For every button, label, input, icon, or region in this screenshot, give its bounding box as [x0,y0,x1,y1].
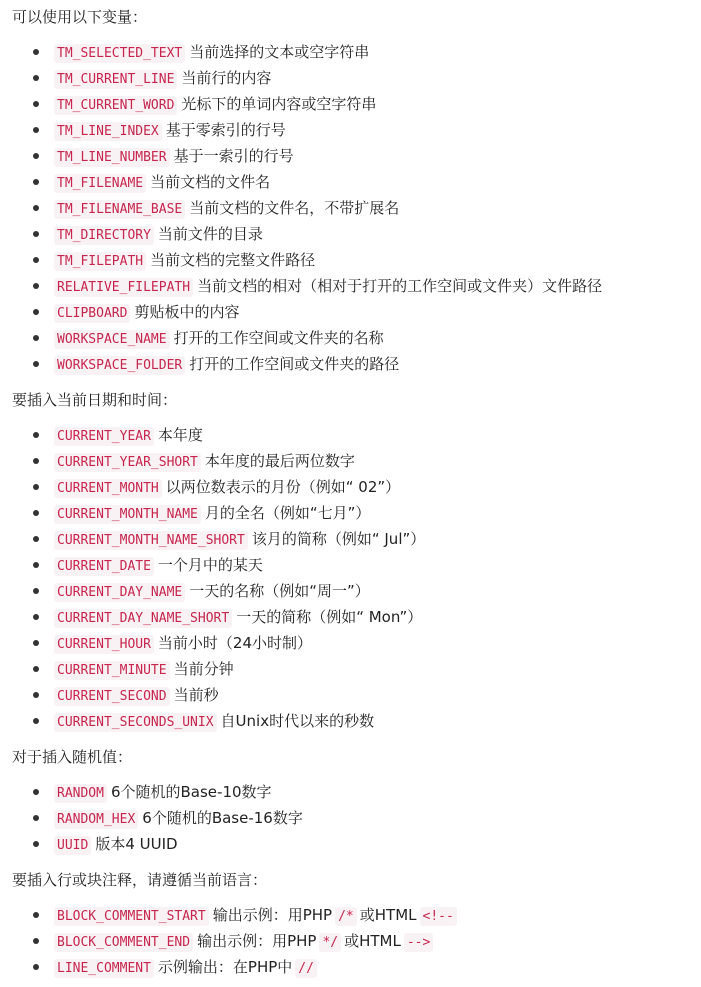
variable-description: 打开的工作空间或文件夹的路径 [189,355,400,373]
bullet-icon [33,179,39,185]
bullet-icon [33,841,39,847]
variable-code: TM_LINE_INDEX [54,122,162,141]
variable-code: CURRENT_MINUTE [54,661,170,680]
list-item [0,630,701,656]
variable-code: CURRENT_DATE [54,557,154,576]
variable-description: 自Unix时代以来的秒数 [220,712,375,730]
variable-code: TM_DIRECTORY [54,226,154,245]
variable-code: BLOCK_COMMENT_START [54,907,209,926]
variable-code: UUID [54,836,91,855]
list-item [0,325,701,351]
datetime-list [0,422,701,734]
bullet-icon [33,127,39,133]
bullet-icon [33,692,39,698]
bullet-icon [33,335,39,341]
list-item [0,448,701,474]
bullet-icon [33,640,39,646]
list-item [0,169,701,195]
variable-description: 一天的名称（例如“周一”） [189,582,370,600]
variable-code: CURRENT_YEAR [54,427,154,446]
variable-code: CURRENT_MONTH [54,479,162,498]
variable-description: 示例输出：在PHP中 [157,958,293,976]
variable-description: 6个随机的Base-10数字 [110,783,272,801]
bullet-icon [33,231,39,237]
variable-code: CURRENT_DAY_NAME_SHORT [54,609,232,628]
variable-code: CURRENT_MONTH_NAME_SHORT [54,531,248,550]
variable-description: 当前行的内容 [181,69,272,87]
variable-code: CLIPBOARD [54,304,130,323]
variable-code: TM_FILENAME [54,174,146,193]
bullet-icon [33,101,39,107]
variable-description: 本年度 [157,426,203,444]
list-item [0,708,701,734]
variable-code: CURRENT_SECONDS_UNIX [54,713,217,732]
list-item [0,500,701,526]
variable-description: 当前文档的文件名 [150,173,271,191]
bullet-icon [33,789,39,795]
list-item [0,65,701,91]
variable-description: 当前选择的文本或空字符串 [189,43,370,61]
variable-description: 该月的简称（例如“ Jul”） [251,530,426,548]
list-item [0,247,701,273]
list-item [0,578,701,604]
list-item [0,117,701,143]
variable-code: WORKSPACE_NAME [54,330,170,349]
variable-code: TM_CURRENT_WORD [54,96,177,115]
variable-description: 输出示例：用PHP [197,932,317,950]
list-item [0,39,701,65]
bullet-icon [33,257,39,263]
variable-code: RELATIVE_FILEPATH [54,278,193,297]
list-item [0,299,701,325]
bullet-icon [33,49,39,55]
variable-code: TM_FILEPATH [54,252,146,271]
variable-code: CURRENT_HOUR [54,635,154,654]
variable-description: 当前文档的完整文件路径 [150,251,316,269]
bullet-icon [33,484,39,490]
bullet-icon [33,361,39,367]
bullet-icon [33,964,39,970]
list-item [0,928,701,954]
list-item [0,954,701,980]
variable-code: RANDOM [54,784,107,803]
variable-code: TM_SELECTED_TEXT [54,44,185,63]
variable-code: TM_LINE_NUMBER [54,148,170,167]
list-item [0,604,701,630]
variable-description-continued: 或HTML [359,906,417,924]
list-item [0,351,701,377]
list-item [0,831,701,857]
example-code: --> [404,933,433,952]
bullet-icon [33,432,39,438]
bullet-icon [33,588,39,594]
bullet-icon [33,666,39,672]
list-item [0,805,701,831]
section-heading-random: 对于插入随机值： [12,748,133,766]
bullet-icon [33,205,39,211]
list-item [0,526,701,552]
bullet-icon [33,75,39,81]
variable-description: 当前文档的相对（相对于打开的工作空间或文件夹）文件路径 [197,277,603,295]
section-heading-comments: 要插入行或块注释，请遵循当前语言： [12,871,268,889]
variable-code: CURRENT_YEAR_SHORT [54,453,201,472]
variable-code: TM_CURRENT_LINE [54,70,177,89]
variable-description: 当前分钟 [173,660,234,678]
variable-description: 一个月中的某天 [157,556,263,574]
list-item [0,143,701,169]
bullet-icon [33,510,39,516]
bullet-icon [33,815,39,821]
bullet-icon [33,153,39,159]
list-item [0,273,701,299]
list-item [0,422,701,448]
bullet-icon [33,938,39,944]
list-item [0,221,701,247]
list-item [0,682,701,708]
bullet-icon [33,283,39,289]
section-heading-variables: 可以使用以下变量： [12,8,148,26]
variable-description: 基于一索引的行号 [173,147,294,165]
variable-description: 月的全名（例如“七月”） [204,504,371,522]
variable-description: 输出示例：用PHP [212,906,333,924]
bullet-icon [33,536,39,542]
variable-description: 本年度的最后两位数字 [204,452,355,470]
variable-description-continued: 或HTML [344,932,401,950]
variable-description: 当前秒 [173,686,219,704]
example-code: <!-- [420,907,457,926]
section-heading-datetime: 要插入当前日期和时间： [12,391,178,409]
list-item [0,902,701,928]
example-code: */ [319,933,341,952]
variable-description: 一天的简称（例如“ Mon”） [236,608,423,626]
comments-list [0,902,701,980]
variable-description: 光标下的单词内容或空字符串 [181,95,377,113]
variable-description: 以两位数表示的月份（例如“ 02”） [165,478,401,496]
variable-code: TM_FILENAME_BASE [54,200,185,219]
variable-description: 打开的工作空间或文件夹的名称 [173,329,384,347]
variable-description: 剪贴板中的内容 [134,303,240,321]
bullet-icon [33,309,39,315]
variable-description: 当前文件的目录 [157,225,263,243]
variable-description: 6个随机的Base-16数字 [142,809,303,827]
variable-code: BLOCK_COMMENT_END [54,933,193,952]
list-item [0,656,701,682]
variable-code: CURRENT_MONTH_NAME [54,505,201,524]
variable-code: CURRENT_DAY_NAME [54,583,185,602]
bullet-icon [33,562,39,568]
list-item [0,195,701,221]
variable-description: 当前小时（24小时制） [157,634,313,652]
bullet-icon [33,718,39,724]
list-item [0,474,701,500]
variable-description: 版本4 UUID [95,835,178,853]
variable-code: CURRENT_SECOND [54,687,170,706]
variable-code: RANDOM_HEX [54,810,138,829]
list-item [0,779,701,805]
list-item [0,91,701,117]
bullet-icon [33,912,39,918]
variable-code: WORKSPACE_FOLDER [54,356,185,375]
variable-description: 当前文档的文件名，不带扩展名 [189,199,400,217]
variable-description: 基于零索引的行号 [165,121,286,139]
bullet-icon [33,458,39,464]
random-list [0,779,701,857]
variable-code: LINE_COMMENT [54,959,154,978]
example-code: /* [335,907,357,926]
variables-list [0,39,701,377]
list-item [0,552,701,578]
bullet-icon [33,614,39,620]
example-code: // [295,959,317,978]
